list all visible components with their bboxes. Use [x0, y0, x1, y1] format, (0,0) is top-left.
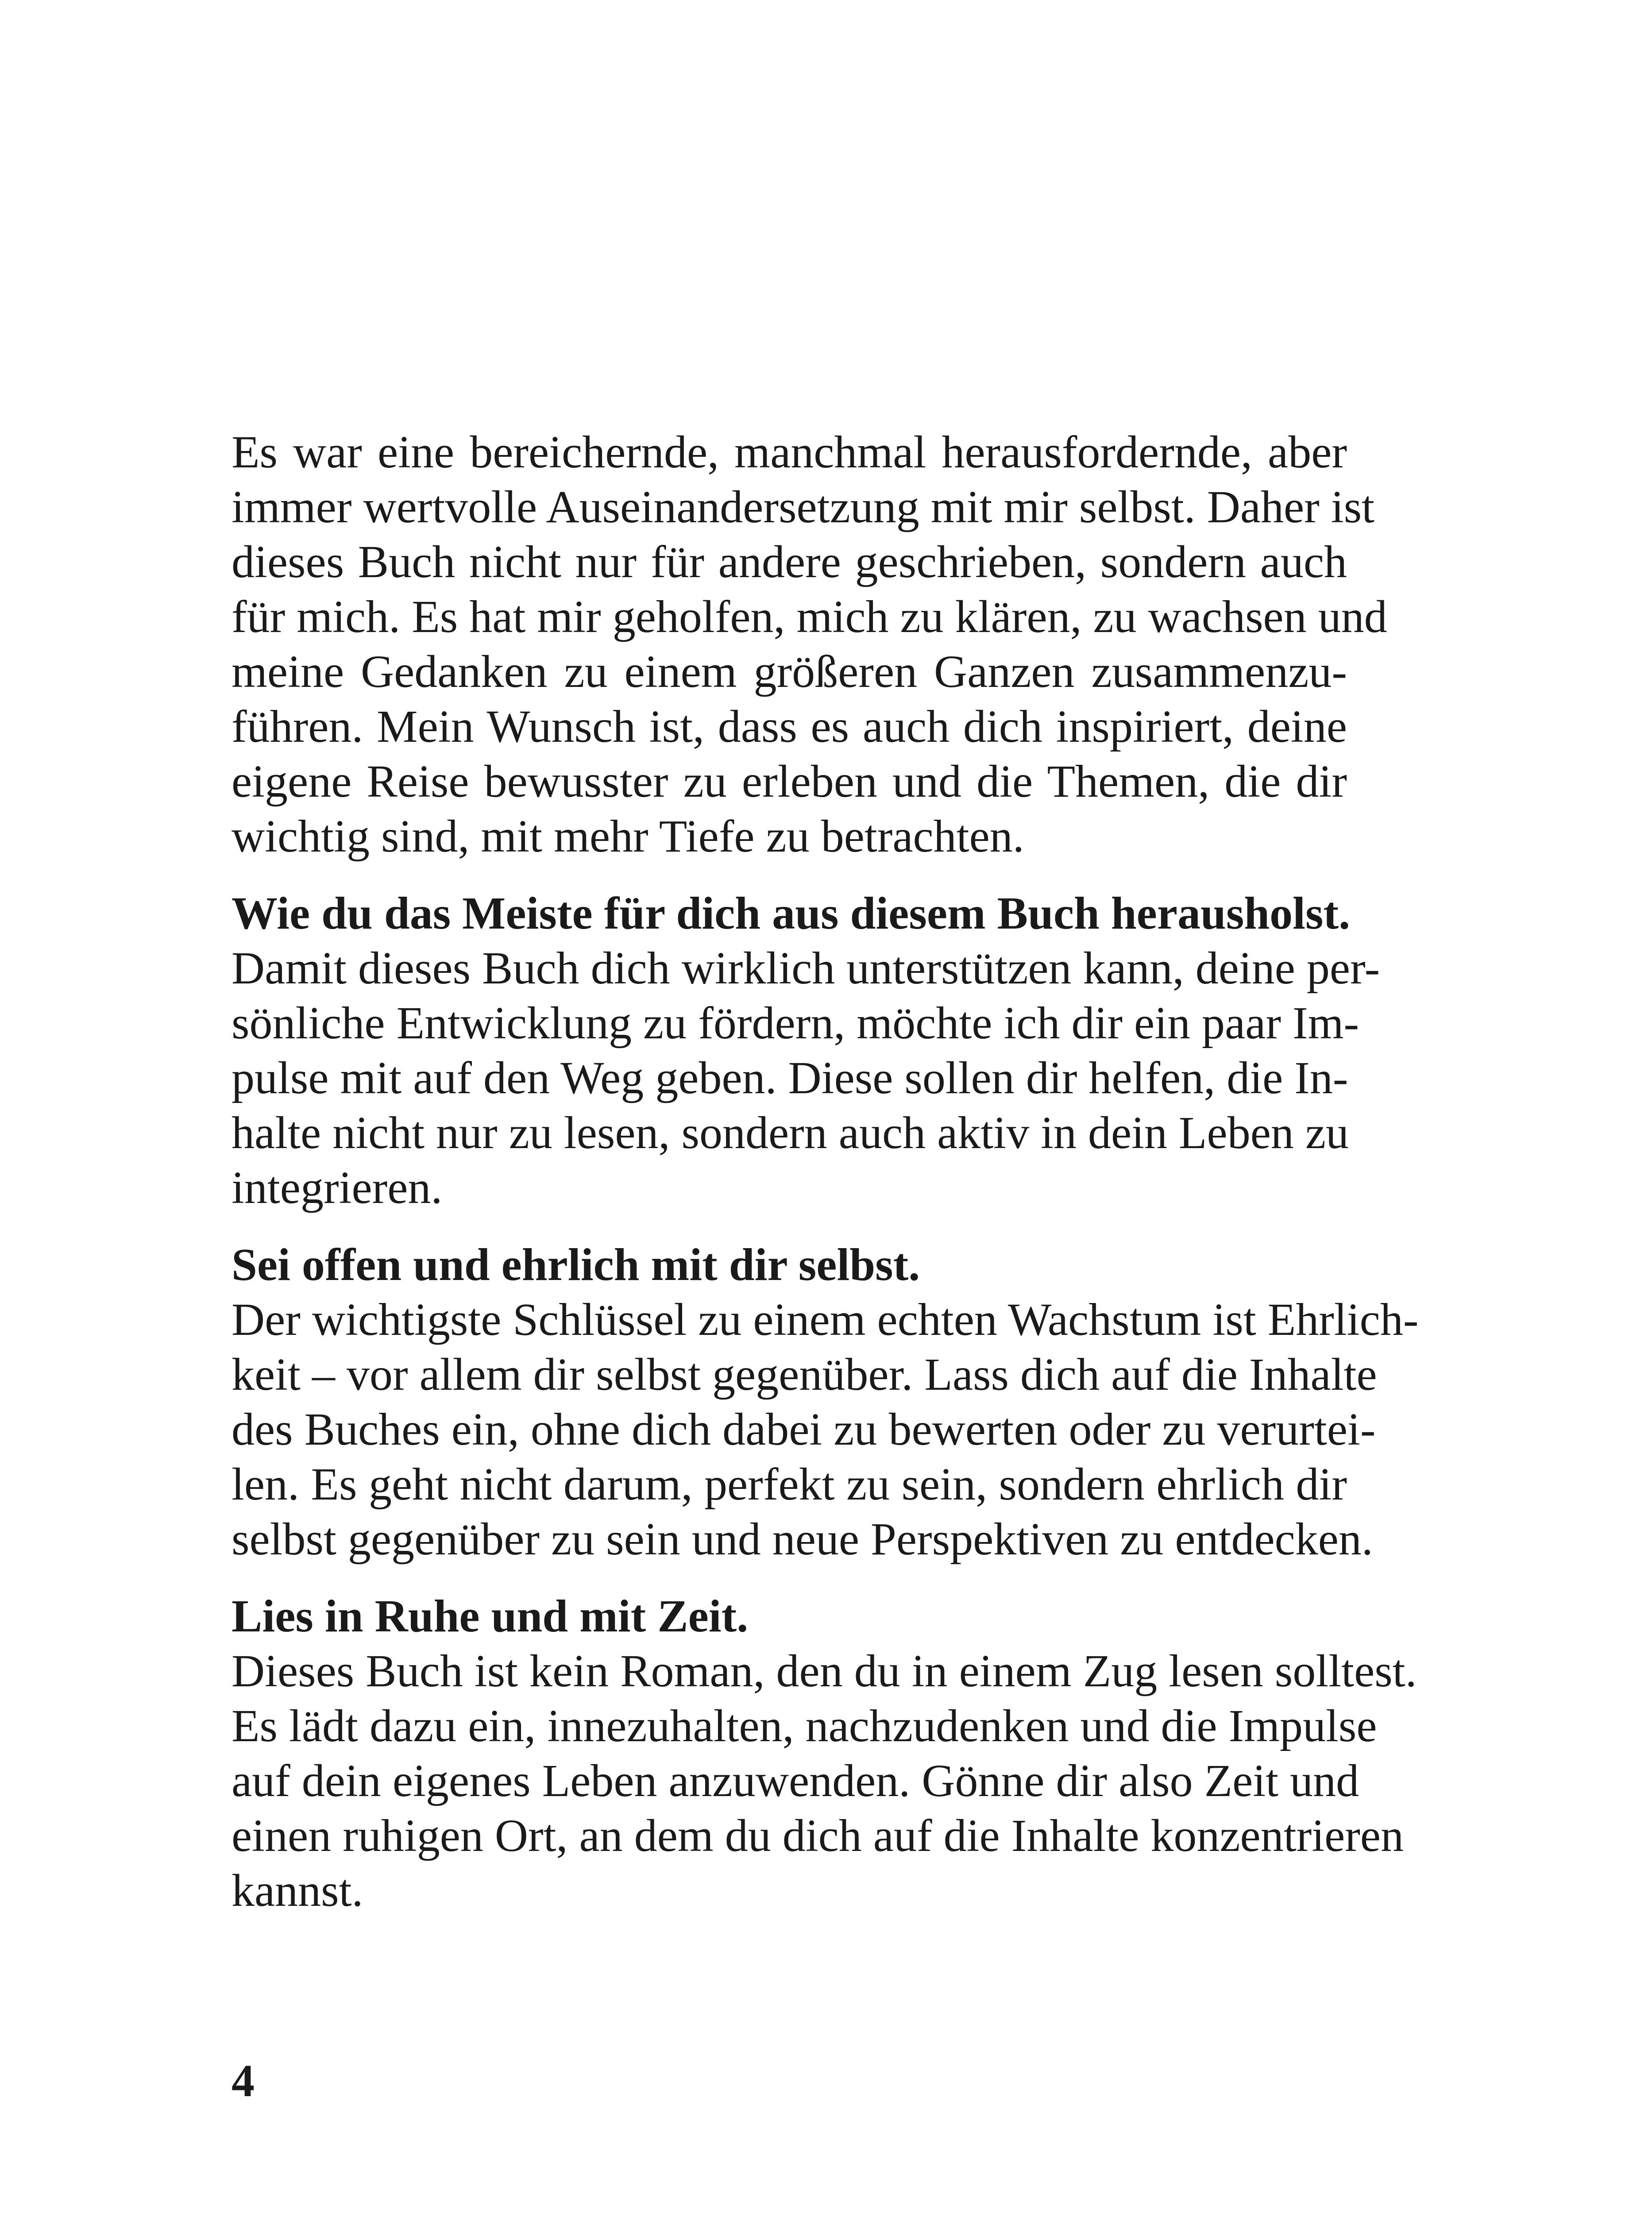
text-line: integrieren. [232, 1162, 443, 1213]
section-read-calmly [232, 1589, 1417, 1918]
text-line: sönliche Entwicklung zu fördern, möchte ich dir ein paar Im- [232, 998, 1359, 1049]
text-line: führen. Mein Wunsch ist, dass es auch dich inspiriert, deine [232, 701, 1347, 752]
text-line: auf dein eigenes Leben anzuwenden. Gönne dir also Zeit und [232, 1755, 1359, 1806]
section-heading: Wie du das Meiste für dich aus diesem Buch herausholst. [232, 888, 1351, 939]
section-heading: Lies in Ruhe und mit Zeit. [232, 1591, 749, 1642]
text-line: dieses Buch nicht nur für andere geschrieben, sondern auch [232, 536, 1347, 587]
text-line: pulse mit auf den Weg geben. Diese sollen dir helfen, die In- [232, 1053, 1348, 1103]
text-line: halte nicht nur zu lesen, sondern auch aktiv in dein Leben zu [232, 1107, 1349, 1158]
section-heading: Sei offen und ehrlich mit dir selbst. [232, 1239, 920, 1290]
section-be-honest [232, 1238, 1419, 1567]
text-line: einen ruhigen Ort, an dem du dich auf die Inhalte konzentrieren [232, 1810, 1404, 1861]
text-line: kannst. [232, 1865, 363, 1916]
text-line: len. Es geht nicht darum, perfekt zu sein, sondern ehrlich dir [232, 1459, 1347, 1510]
text-line: Damit dieses Buch dich wirklich unterstützen kann, deine per- [232, 943, 1380, 994]
text-line: selbst gegenüber zu sein und neue Perspektiven zu entdecken. [232, 1514, 1373, 1565]
text-line: immer wertvolle Auseinandersetzung mit mir selbst. Daher ist [232, 482, 1375, 532]
text-line: Es lädt dazu ein, innezuhalten, nachzudenken und die Impulse [232, 1700, 1377, 1751]
page-number: 4 [232, 2055, 255, 2106]
text-line: Dieses Buch ist kein Roman, den du in einem Zug lesen solltest. [232, 1646, 1417, 1696]
body-text [232, 425, 1419, 1918]
text-line: eigene Reise bewusster zu erleben und die Themen, die dir [232, 756, 1347, 807]
text-line: des Buches ein, ohne dich dabei zu bewerten oder zu verurtei- [232, 1404, 1376, 1455]
text-line: Es war eine bereichernde, manchmal herausfordernde, aber [232, 427, 1347, 478]
paragraph-intro [232, 425, 1387, 864]
text-line: keit – vor allem dir selbst gegenüber. Lass dich auf die Inhalte [232, 1349, 1377, 1400]
text-line: Der wichtigste Schlüssel zu einem echten Wachstum ist Ehrlich- [232, 1294, 1419, 1345]
text-line: wichtig sind, mit mehr Tiefe zu betrachten. [232, 811, 1024, 862]
section-how-to-use [232, 886, 1380, 1215]
text-line: für mich. Es hat mir geholfen, mich zu klären, zu wachsen und [232, 591, 1387, 642]
text-line: meine Gedanken zu einem größeren Ganzen zusammenzu- [232, 646, 1347, 697]
